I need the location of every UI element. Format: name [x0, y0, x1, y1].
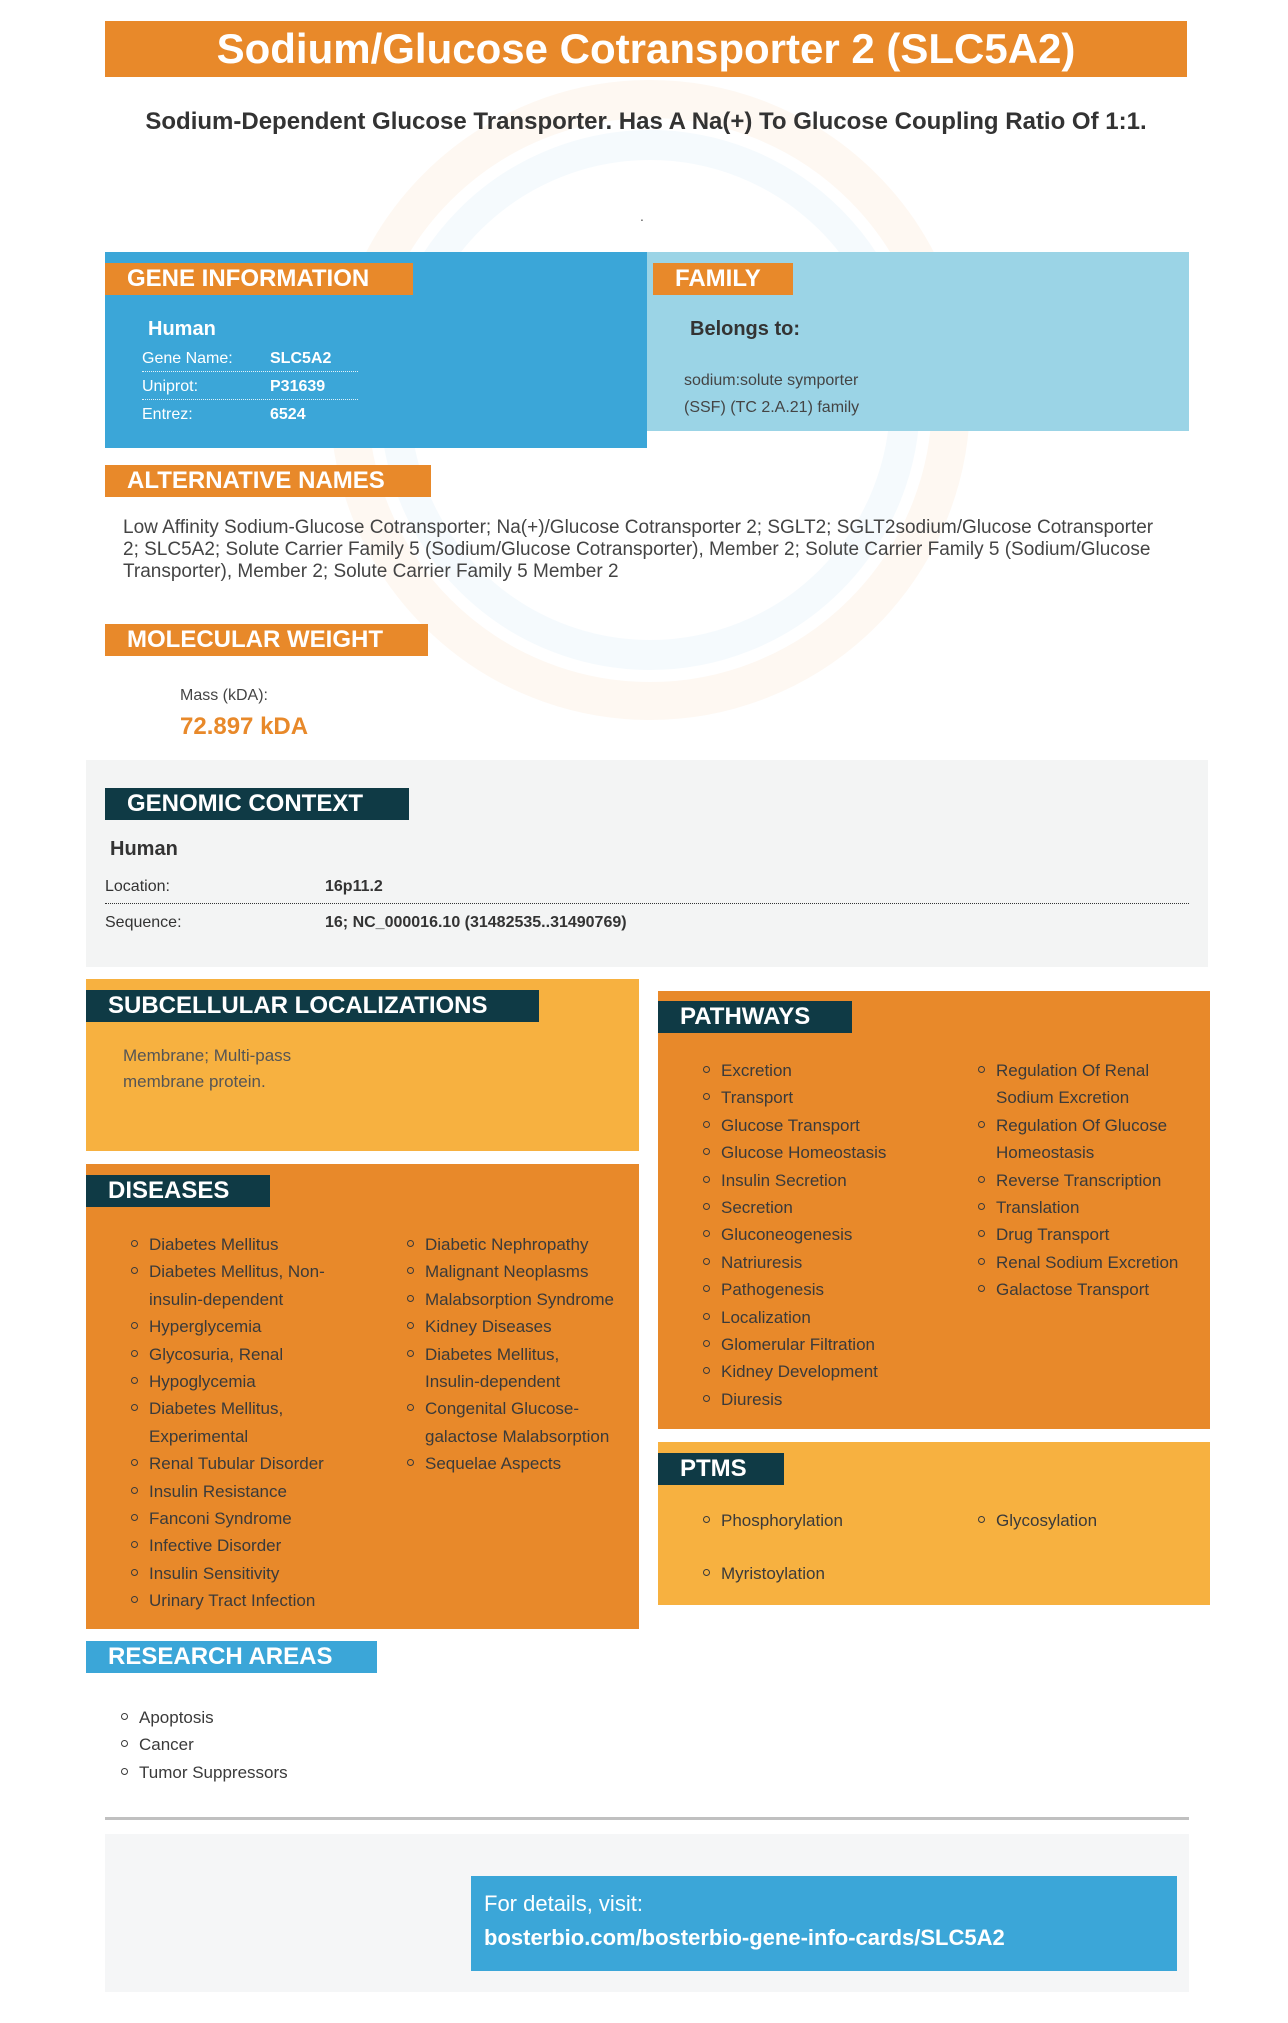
alternative-names-heading: ALTERNATIVE NAMES: [105, 465, 431, 497]
list-item: Glucose Homeostasis: [693, 1139, 953, 1166]
mass-value: 72.897 kDA: [180, 713, 309, 740]
list-item-continued: insulin-dependent: [149, 1289, 284, 1309]
details-url-link[interactable]: bosterbio.com/bosterbio-gene-info-cards/SLC5A2: [484, 1925, 1005, 1950]
list-item: Congenital Glucose-: [397, 1395, 637, 1422]
location-row: [105, 870, 1189, 904]
uniprot-value: P31639: [270, 378, 326, 395]
list-item: Renal Sodium Excretion: [968, 1249, 1208, 1276]
subcellular-line-2: membrane protein.: [123, 1072, 266, 1091]
list-item: Diabetes Mellitus, Non-: [121, 1258, 361, 1285]
list-item: Diabetes Mellitus: [121, 1231, 361, 1258]
list-item: Diabetic Nephropathy: [397, 1231, 637, 1258]
research-areas-heading: RESEARCH AREAS: [86, 1641, 377, 1673]
list-item: Apoptosis: [111, 1704, 411, 1731]
list-item: Diabetes Mellitus,: [397, 1341, 637, 1368]
subtitle-dot: .: [640, 208, 644, 224]
list-item: Hyperglycemia: [121, 1313, 361, 1340]
ptms-item-2-wrap: [968, 1507, 1188, 1534]
details-link-box[interactable]: [471, 1876, 1177, 1971]
list-item-continued: Homeostasis: [996, 1143, 1095, 1163]
list-item: Glycosylation: [968, 1507, 1188, 1534]
list-item: Galactose Transport: [968, 1276, 1208, 1303]
list-item: Transport: [693, 1084, 953, 1111]
list-item: Renal Tubular Disorder: [121, 1450, 361, 1477]
list-item: Drug Transport: [968, 1221, 1208, 1248]
uniprot-label: Uniprot:: [142, 378, 199, 395]
list-item: Translation: [968, 1194, 1208, 1221]
list-item-continued: Sodium Excretion: [996, 1088, 1130, 1108]
sequence-value: 16; NC_000016.10 (31482535..31490769): [325, 914, 627, 931]
pathways-list-col1: [693, 1057, 953, 1413]
family-description: [684, 367, 914, 421]
page-subtitle: Sodium-Dependent Glucose Transporter. Has A Na(+) To Glucose Coupling Ratio Of 1:1.: [145, 108, 1147, 135]
sequence-label: Sequence:: [105, 914, 182, 931]
list-item: Excretion: [693, 1057, 953, 1084]
list-item: Infective Disorder: [121, 1532, 361, 1559]
subcellular-text: [123, 1043, 363, 1095]
entrez-value: 6524: [270, 406, 306, 423]
list-item: Urinary Tract Infection: [121, 1587, 361, 1614]
ptms-heading: PTMS: [658, 1453, 784, 1485]
genomic-context-heading: GENOMIC CONTEXT: [105, 788, 409, 820]
location-label: Location:: [105, 878, 170, 895]
details-label: For details, visit:: [484, 1891, 643, 1916]
list-item: Localization: [693, 1304, 953, 1331]
list-item: Glycosuria, Renal: [121, 1341, 361, 1368]
list-item: Insulin Resistance: [121, 1478, 361, 1505]
diseases-heading: DISEASES: [86, 1175, 270, 1207]
family-line-2: (SSF) (TC 2.A.21) family: [684, 399, 860, 416]
list-item: Insulin Sensitivity: [121, 1560, 361, 1587]
list-item: Pathogenesis: [693, 1276, 953, 1303]
list-item: Glucose Transport: [693, 1112, 953, 1139]
pathways-list-col2: [968, 1057, 1208, 1304]
subcellular-line-1: Membrane; Multi-pass: [123, 1046, 292, 1065]
list-item: Myristoylation: [693, 1560, 953, 1587]
mass-label: Mass (kDA):: [180, 687, 268, 704]
family-line-1: sodium:solute symporter: [684, 372, 859, 389]
pathways-heading: PATHWAYS: [658, 1001, 852, 1033]
diseases-list-col1: [121, 1231, 361, 1615]
ptms-item-3-wrap: [693, 1560, 953, 1587]
molecular-weight-heading: MOLECULAR WEIGHT: [105, 624, 428, 656]
gene-name-label: Gene Name:: [142, 350, 233, 367]
list-item: Hypoglycemia: [121, 1368, 361, 1395]
gene-name-row: [142, 345, 358, 372]
list-item-continued: galactose Malabsorption: [425, 1426, 610, 1446]
list-item: Diuresis: [693, 1386, 953, 1413]
list-item: Kidney Diseases: [397, 1313, 637, 1340]
list-item: Malignant Neoplasms: [397, 1258, 637, 1285]
list-item: Tumor Suppressors: [111, 1759, 411, 1786]
location-value: 16p11.2: [325, 878, 383, 895]
gene-species: Human: [148, 318, 216, 340]
list-item: Phosphorylation: [693, 1507, 953, 1534]
gene-name-value: SLC5A2: [270, 350, 332, 367]
page-title: Sodium/Glucose Cotransporter 2 (SLC5A2): [105, 21, 1187, 77]
list-item: Natriuresis: [693, 1249, 953, 1276]
entrez-row: [142, 401, 358, 428]
list-item-continued: Insulin-dependent: [425, 1372, 561, 1392]
list-item: Sequelae Aspects: [397, 1450, 637, 1477]
ptms-item-1-wrap: [693, 1507, 953, 1534]
alternative-names-text: Low Affinity Sodium-Glucose Cotransporter; Na(+)/Glucose Cotransporter 2; SGLT2; SGLT2sodium/Glucose Cotransporter 2; SLC5A2; Solute Carrier Family 5 (Sodium/Glucose Cotransporter), Member 2; Solute Carrier Family 5 (Sodium/Glucose Transporter), Member 2; Solute Carrier Family 5 Member 2: [123, 517, 1154, 582]
list-item: Kidney Development: [693, 1358, 953, 1385]
list-item: Regulation Of Glucose: [968, 1112, 1208, 1139]
list-item: Reverse Transcription: [968, 1167, 1208, 1194]
genomic-species: Human: [110, 838, 178, 860]
list-item: Cancer: [111, 1731, 411, 1758]
list-item: Fanconi Syndrome: [121, 1505, 361, 1532]
subcellular-heading: SUBCELLULAR LOCALIZATIONS: [86, 990, 539, 1022]
list-item: Gluconeogenesis: [693, 1221, 953, 1248]
list-item: Secretion: [693, 1194, 953, 1221]
family-belongs-label: Belongs to:: [690, 318, 800, 340]
family-heading: FAMILY: [653, 263, 793, 295]
list-item: Regulation Of Renal: [968, 1057, 1208, 1084]
sequence-row: [105, 906, 1189, 940]
list-item: Glomerular Filtration: [693, 1331, 953, 1358]
list-item: Insulin Secretion: [693, 1167, 953, 1194]
gene-information-heading: GENE INFORMATION: [105, 263, 413, 295]
research-areas-list: [111, 1704, 411, 1786]
entrez-label: Entrez:: [142, 406, 193, 423]
list-item: Malabsorption Syndrome: [397, 1286, 637, 1313]
diseases-list-col2: [397, 1231, 637, 1478]
list-item-continued: Experimental: [149, 1426, 249, 1446]
uniprot-row: [142, 373, 358, 400]
footer-divider: [105, 1817, 1189, 1820]
list-item: Diabetes Mellitus,: [121, 1395, 361, 1422]
